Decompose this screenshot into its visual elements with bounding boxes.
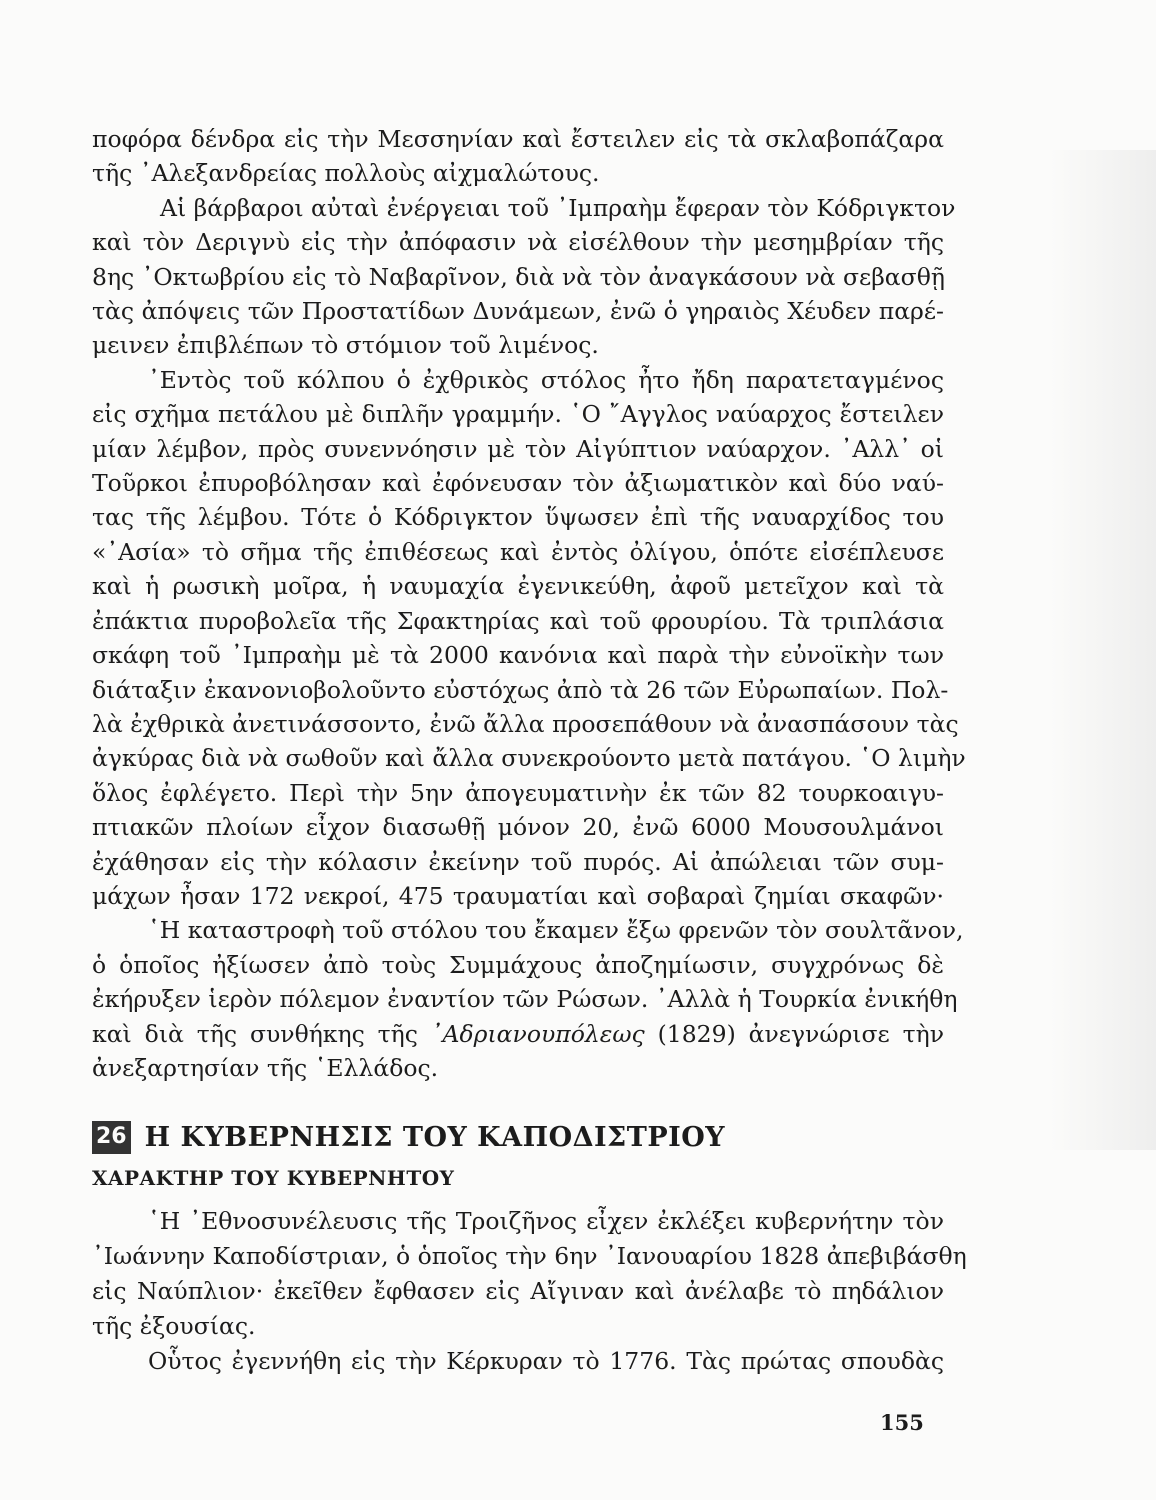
text-line: ἀνεξαρτησίαν τῆς ῾Ελλάδος.	[92, 1053, 439, 1082]
text-line: εἰς σχῆμα πετάλου μὲ διπλῆν γραμμήν. ῾Ο ῎Αγγλος ναύαρχος ἔστειλεν	[92, 400, 944, 429]
text-fragment: καὶ διὰ τῆς συνθήκης τῆς	[92, 1019, 431, 1048]
body-text-bottom	[92, 1204, 967, 1379]
text-line	[92, 1017, 944, 1051]
text-line: σκάφη τοῦ ᾿Ιμπραὴμ μὲ τὰ 2000 κανόνια καὶ παρὰ τὴν εὐνοϊκὴν των	[92, 641, 944, 670]
text-line: Αἱ βάρβαροι αὐταὶ ἐνέργειαι τοῦ ᾿Ιμπραὴμ ἔφεραν τὸν Κόδριγκτον	[160, 193, 956, 222]
text-line: καὶ τὸν Δεριγνὺ εἰς τὴν ἀπόφασιν νὰ εἰσέλθουν τὴν μεσημβρίαν τῆς	[92, 228, 944, 257]
text-line: μίαν λέμβον, πρὸς συνεννόησιν μὲ τὸν Αἰγύπτιον ναύαρχον. ᾿Αλλ᾿ οἱ	[92, 434, 944, 463]
body-text-top	[92, 122, 966, 1085]
text-line: ποφόρα δένδρα εἰς τὴν Μεσσηνίαν καὶ ἔστειλεν εἰς τὰ σκλαβοπάζαρα	[92, 125, 944, 153]
text-line: Οὗτος ἐγεννήθη εἰς τὴν Κέρκυραν τὸ 1776. Τὰς πρώτας σπουδὰς	[148, 1347, 944, 1375]
text-line: ὁ ὁποῖος ἠξίωσεν ἀπὸ τοὺς Συμμάχους ἀποζημίωσιν, συγχρόνως δὲ	[92, 950, 944, 979]
page-number: 155	[880, 1410, 924, 1435]
text-line: ὅλος ἐφλέγετο. Περὶ τὴν 5ην ἀπογευματινὴν ἐκ τῶν 82 τουρκοαιγυ-	[92, 778, 944, 807]
text-line: Τοῦρκοι ἐπυροβόλησαν καὶ ἐφόνευσαν τὸν ἀξιωματικὸν καὶ δύο ναύ-	[92, 469, 944, 498]
text-line: ἐκήρυξεν ἱερὸν πόλεμον ἐναντίον τῶν Ρώσων. ᾿Αλλὰ ἡ Τουρκία ἐνικήθη	[92, 985, 958, 1014]
text-line: τῆς ᾿Αλεξανδρείας πολλοὺς αἰχμαλώτους.	[92, 159, 600, 188]
text-line: ᾿Εντὸς τοῦ κόλπου ὁ ἐχθρικὸς στόλος ἦτο ἤδη παρατεταγμένος	[148, 365, 944, 394]
page-shadow	[1050, 150, 1156, 1150]
text-line: πτιακῶν πλοίων εἶχον διασωθῇ μόνον 20, ἐνῶ 6000 Μουσουλμάνοι	[92, 813, 944, 842]
text-line: ἐπάκτια πυροβολεῖα τῆς Σφακτηρίας καὶ τοῦ φρουρίου. Τὰ τριπλάσια	[92, 606, 944, 635]
text-line: μάχων ἦσαν 172 νεκροί, 475 τραυματίαι καὶ σοβαραὶ ζημίαι σκαφῶν·	[92, 881, 944, 910]
text-line: ἐχάθησαν εἰς τὴν κόλασιν ἐκείνην τοῦ πυρός. Αἱ ἀπώλειαι τῶν συμ-	[92, 847, 944, 876]
text-fragment: (1829) ἀνεγνώρισε τὴν	[644, 1019, 944, 1048]
text-line: ἀγκύρας διὰ νὰ σωθοῦν καὶ ἄλλα συνεκρούοντο μετὰ πατάγου. ῾Ο λιμὴν	[92, 744, 966, 773]
section-number-badge: 26	[92, 1121, 131, 1154]
text-line: 8ης ᾿Οκτωβρίου εἰς τὸ Ναβαρῖνον, διὰ νὰ τὸν ἀναγκάσουν νὰ σεβασθῇ	[92, 262, 945, 291]
text-line: μεινεν ἐπιβλέπων τὸ στόμιον τοῦ λιμένος.	[92, 331, 599, 360]
text-line: ῾Η ᾿Εθνοσυνέλευσις τῆς Τροιζῆνος εἶχεν ἐκλέξει κυβερνήτην τὸν	[148, 1207, 944, 1235]
text-line: καὶ ἡ ρωσικὴ μοῖρα, ἡ ναυμαχία ἐγενικεύθη, ἀφοῦ μετεῖχον καὶ τὰ	[92, 572, 944, 601]
text-line: τας τῆς λέμβου. Τότε ὁ Κόδριγκτον ὕψωσεν ἐπὶ τῆς ναυαρχίδος του	[92, 503, 944, 532]
section-title: Η ΚΥΒΕΡΝΗΣΙΣ ΤΟΥ ΚΑΠΟΔΙΣΤΡΙΟΥ	[144, 1121, 726, 1153]
section-subtitle: ΧΑΡΑΚΤΗΡ ΤΟΥ ΚΥΒΕΡΝΗΤΟΥ	[92, 1166, 455, 1190]
treaty-name: ᾿Αδριανουπόλεως	[430, 1019, 645, 1048]
text-line: εἰς Ναύπλιον· ἐκεῖθεν ἔφθασεν εἰς Αἴγιναν καὶ ἀνέλαβε τὸ πηδάλιον	[92, 1277, 944, 1305]
text-line: λὰ ἐχθρικὰ ἀνετινάσσοντο, ἐνῶ ἄλλα προσεπάθουν νὰ ἀνασπάσουν τὰς	[92, 709, 959, 738]
section-heading	[92, 1118, 725, 1156]
text-line: «᾿Ασία» τὸ σῆμα τῆς ἐπιθέσεως καὶ ἐντὸς ὀλίγου, ὁπότε εἰσέπλευσε	[92, 537, 944, 566]
text-line: τὰς ἀπόψεις τῶν Προστατίδων Δυνάμεων, ἐνῶ ὁ γηραιὸς Χέυδεν παρέ-	[92, 297, 944, 326]
text-line: τῆς ἐξουσίας.	[92, 1312, 256, 1340]
text-line: ᾿Ιωάννην Καποδίστριαν, ὁ ὁποῖος τὴν 6ην ᾿Ιανουαρίου 1828 ἀπεβιβάσθη	[92, 1242, 967, 1270]
text-line: ῾Η καταστροφὴ τοῦ στόλου του ἔκαμεν ἔξω φρενῶν τὸν σουλτᾶνον,	[148, 916, 964, 945]
text-line: διάταξιν ἐκανονιοβολοῦντο εὐστόχως ἀπὸ τὰ 26 τῶν Εὐρωπαίων. Πολ-	[92, 675, 949, 704]
